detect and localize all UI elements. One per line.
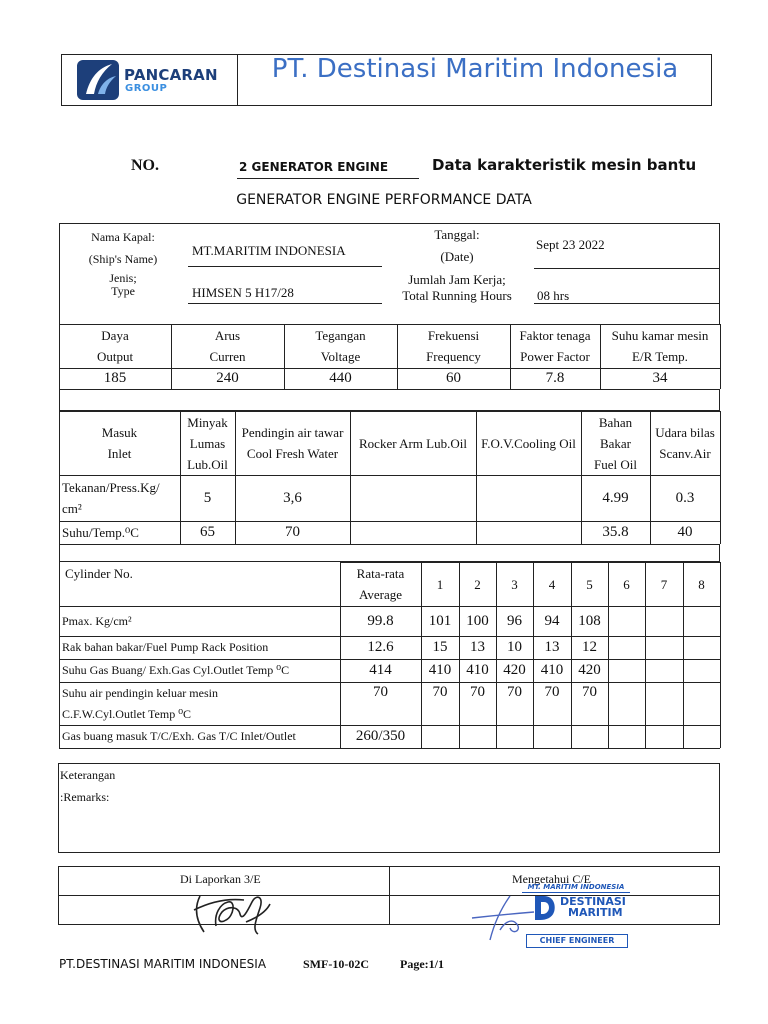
cyl-value-r2-c1: 410: [428, 662, 452, 678]
signature-3e-icon: [186, 880, 276, 940]
press-value-4: [581, 475, 650, 521]
cyl-row-label-3: [59, 682, 340, 725]
cylinder-no-2: [459, 562, 496, 606]
cyl-row-line-6: [59, 748, 720, 749]
output-header-0-text: Output: [96, 349, 134, 364]
spacer-row-1: [59, 389, 720, 411]
output-header-0-text: Daya: [101, 328, 129, 343]
press-value-5: [650, 475, 720, 521]
inlet-col-line-7: [720, 411, 721, 544]
cyl-row-average-2: 414: [369, 662, 392, 678]
cylinder-no-7: [645, 562, 683, 606]
cylinder-no-7-text: 7: [660, 576, 668, 592]
cylinder-no-3-text: 3: [511, 576, 518, 592]
output-value-3-text: 60: [446, 370, 461, 386]
cylinder-no-5: [571, 562, 608, 606]
footer-company: PT.DESTINASI MARITIM INDONESIA: [59, 957, 267, 971]
temp-value-0: [180, 521, 235, 544]
spacer-row-2: [59, 544, 720, 562]
output-value-0-text: 185: [103, 370, 127, 386]
footer-code: SMF-10-02C: [303, 957, 369, 971]
cyl-value-r1-c4: 13: [544, 639, 560, 655]
cyl-value-r0-c7: [645, 606, 683, 636]
press-label-text: Tekanan/Press.Kg/: [62, 480, 160, 495]
cyl-value-r3-c7: [645, 682, 683, 725]
cyl-value-r1-c3: 10: [507, 639, 522, 655]
hours-label: Jumlah Jam Kerja; Total Running Hours: [402, 272, 512, 303]
cyl-row-label-text: Suhu Gas Buang/ Exh.Gas Cyl.Outlet Temp ⁰C: [62, 663, 290, 677]
inlet-header-lub-oil: [180, 411, 235, 475]
output-value-4: [510, 368, 600, 389]
stamp-name-2: MARITIM: [568, 906, 623, 919]
press-value-3: [476, 475, 581, 521]
cyl-value-r3-c5: 70: [582, 684, 597, 700]
cyl-value-r4-c6: [608, 725, 645, 748]
date-underline: [534, 268, 720, 269]
cyl-value-r3-c6: [608, 682, 645, 725]
inlet-header-fresh-water-text: Pendingin air tawar: [241, 425, 344, 440]
press-label-text: cm²: [62, 501, 82, 516]
remarks-label: Keterangan :Remarks:: [60, 768, 116, 804]
cyl-value-r3-c1: 70: [432, 684, 448, 700]
cylinder-no-1: [421, 562, 459, 606]
cyl-value-r2-c3: 420: [503, 662, 526, 678]
temp-label: [59, 521, 180, 544]
cyl-row-average-4: 260/350: [355, 728, 406, 744]
output-header-1-text: Arus: [214, 328, 241, 343]
output-header-3-text: Frekuensi: [427, 328, 480, 343]
output-value-1-text: 240: [216, 370, 239, 386]
cylinder-no-2-text: 2: [474, 576, 481, 592]
inlet-header-lub-oil-text: Lub.Oil: [187, 456, 228, 472]
pancaran-logo-icon: [76, 58, 122, 102]
cyl-value-r3-c8: [683, 682, 720, 725]
inlet-header-scav-air: [650, 411, 720, 475]
temp-value-3: [476, 521, 581, 544]
cyl-row-label-0: [59, 606, 340, 636]
press-value-5-text: 0.3: [675, 489, 695, 506]
output-value-1: [171, 368, 284, 389]
inlet-header-rocker-arm: [350, 411, 476, 475]
cyl-value-r1-c7: [645, 636, 683, 659]
output-header-0: [59, 324, 171, 368]
hours-value: 08 hrs: [537, 288, 570, 303]
inlet-header-fuel-oil-text: Fuel Oil: [594, 456, 637, 472]
cyl-value-r4-c4: [533, 725, 571, 748]
chief-engineer-stamp: [516, 880, 634, 950]
hours-underline: [534, 303, 720, 304]
cyl-row-label-text: Pmax. Kg/cm²: [62, 613, 132, 628]
cyl-row-average-0: 99.8: [367, 612, 394, 629]
cyl-value-r4-c3: [496, 725, 533, 748]
temp-value-1: [235, 521, 350, 544]
cyl-value-r1-c6: [608, 636, 645, 659]
output-value-2-text: 440: [329, 370, 352, 386]
cyl-value-r2-c2: 410: [466, 662, 489, 678]
stamp-d-logo-icon: [532, 894, 558, 922]
cyl-value-r0-c2: 100: [466, 612, 489, 629]
cyl-value-r3-c4: 70: [544, 684, 560, 700]
cylinder-no-6: [608, 562, 645, 606]
temp-value-5: [650, 521, 720, 544]
average-label-text: Average: [358, 587, 403, 602]
inlet-header-fuel-oil-text: Bakar: [599, 435, 632, 451]
ship-name-value: MT.MARITIM INDONESIA: [192, 243, 346, 258]
cyl-value-r4-c2: [459, 725, 496, 748]
output-header-1: [171, 324, 284, 368]
output-header-1-text: Curren: [209, 349, 246, 364]
cyl-value-r2-c8: [683, 659, 720, 682]
cyl-value-r1-c5: 12: [582, 639, 597, 655]
cyl-row-label-text: Rak bahan bakar/Fuel Pump Rack Position: [62, 640, 269, 654]
cyl-value-r2-c4: 410: [540, 662, 564, 678]
output-col-line-6: [720, 324, 721, 389]
cylinder-no-1-text: 1: [436, 576, 444, 592]
press-value-0: [180, 475, 235, 521]
inlet-header-fuel-oil: [581, 411, 650, 475]
output-value-5-text: 34: [652, 370, 668, 386]
inlet-header-fov-text: F.O.V.Cooling Oil: [481, 435, 576, 451]
cyl-value-r4-c5: [571, 725, 608, 748]
temp-value-5-text: 40: [677, 524, 693, 540]
temp-value-1-text: 70: [285, 524, 300, 540]
inlet-header-scav-air-text: Scanv.Air: [659, 446, 711, 461]
output-header-3: [397, 324, 510, 368]
output-header-5: [600, 324, 720, 368]
cyl-value-r1-c8: [683, 636, 720, 659]
cylinder-no-3: [496, 562, 533, 606]
cylinder-no-4: [533, 562, 571, 606]
press-value-1-text: 3,6: [283, 489, 302, 506]
cylinder-no-6-text: 6: [623, 576, 630, 592]
output-value-0: [59, 368, 171, 389]
cyl-row-label-text: C.F.W.Cyl.Outlet Temp ⁰C: [62, 706, 192, 721]
output-value-2: [284, 368, 397, 389]
press-value-1: [235, 475, 350, 521]
output-header-2-text: Tegangan: [315, 328, 366, 343]
cylinder-no-8-text: 8: [698, 576, 705, 592]
cyl-row-label-text: Suhu air pendingin keluar mesin: [62, 685, 218, 700]
output-value-4-text: 7.8: [545, 370, 565, 386]
inlet-header-lub-oil-text: Minyak: [187, 414, 228, 430]
cyl-value-r2-c5: 420: [578, 662, 601, 678]
main-title: GENERATOR ENGINE PERFORMANCE DATA: [236, 192, 532, 208]
output-header-2-text: Voltage: [320, 349, 361, 364]
cyl-value-r4-c7: [645, 725, 683, 748]
inlet-header-rocker-arm-text: Rocker Arm Lub.Oil: [359, 435, 467, 451]
reported-by: Di Laporkan 3/E: [180, 872, 261, 886]
cyl-value-r0-c5: 108: [578, 612, 601, 629]
output-header-4-text: Faktor tenaga: [519, 328, 591, 343]
output-header-5-text: E/R Temp.: [632, 349, 688, 364]
cyl-value-r0-c3: 96: [507, 612, 522, 629]
press-label: [59, 475, 180, 521]
cyl-value-r3-c2: 70: [470, 684, 485, 700]
temp-value-2: [350, 521, 476, 544]
average-label-text: Rata-rata: [356, 566, 405, 581]
logo-subtext: GROUP: [125, 83, 168, 94]
inlet-header-lub-oil-text: Lumas: [189, 435, 226, 451]
cyl-col-line-8: [720, 562, 721, 748]
stamp-name-1: DESTINASI: [560, 895, 626, 908]
date-value: Sept 23 2022: [536, 237, 605, 252]
temp-value-4: [581, 521, 650, 544]
inlet-header-inlet-text: Inlet: [107, 446, 132, 461]
cyl-value-r2-c7: [645, 659, 683, 682]
cyl-value-r1-c1: 15: [432, 639, 448, 655]
temp-label-text: Suhu/Temp.⁰C: [62, 525, 139, 540]
output-value-5: [600, 368, 720, 389]
no-label: NO.: [131, 157, 159, 174]
temp-value-0-text: 65: [200, 524, 215, 540]
output-header-2: [284, 324, 397, 368]
signature-divider-v: [389, 866, 390, 925]
stamp-bottom-text: CHIEF ENGINEER: [526, 934, 628, 948]
inlet-header-inlet: [59, 411, 180, 475]
cyl-row-average-1: 12.6: [367, 639, 394, 655]
ship-type-underline: [188, 303, 382, 304]
company-name: PT. Destinasi Maritim Indonesia: [271, 54, 679, 84]
output-header-3-text: Frequency: [426, 349, 481, 364]
inlet-header-scav-air-text: Udara bilas: [655, 425, 715, 440]
cyl-row-label-1: [59, 636, 340, 659]
cylinder-no-label: Cylinder No.: [65, 565, 133, 581]
inlet-header-inlet-text: Masuk: [101, 425, 138, 440]
press-value-4-text: 4.99: [602, 489, 629, 506]
footer-page: Page:1/1: [400, 957, 444, 971]
temp-value-4-text: 35.8: [602, 524, 629, 540]
output-value-3: [397, 368, 510, 389]
cyl-value-r4-c8: [683, 725, 720, 748]
cyl-row-label-2: [59, 659, 340, 682]
cyl-row-average-3: 70: [373, 684, 388, 700]
inlet-header-fuel-oil-text: Bahan: [598, 414, 633, 430]
logo-text: PANCARAN: [124, 66, 218, 84]
inlet-header-fresh-water: [235, 411, 350, 475]
ship-name-underline: [188, 266, 382, 267]
cyl-value-r0-c1: 101: [428, 612, 452, 629]
cyl-value-r4-c1: [421, 725, 459, 748]
stamp-top-text: MT. MARITIM INDONESIA: [522, 882, 630, 893]
press-value-0-text: 5: [203, 489, 212, 506]
output-header-4-text: Power Factor: [520, 349, 590, 364]
output-header-5-text: Suhu kamar mesin: [611, 328, 709, 343]
cyl-row-label-text: Gas buang masuk T/C/Exh. Gas T/C Inlet/Outlet: [62, 729, 296, 743]
header-box: [61, 54, 712, 106]
output-header-4: [510, 324, 600, 368]
ship-name-label: Nama Kapal: (Ship's Name): [88, 230, 158, 266]
cyl-value-r0-c6: [608, 606, 645, 636]
cyl-value-r0-c4: 94: [544, 612, 560, 629]
inlet-header-fov: [476, 411, 581, 475]
cylinder-no-8: [683, 562, 720, 606]
acknowledged-by: Mengetahui C/E: [512, 872, 591, 886]
cyl-value-r3-c3: 70: [507, 684, 522, 700]
cyl-value-r2-c6: [608, 659, 645, 682]
cylinder-no-4-text: 4: [548, 576, 556, 592]
subtitle: Data karakteristik mesin bantu: [432, 156, 697, 174]
press-value-2: [350, 475, 476, 521]
date-label: Tanggal: (Date): [434, 227, 480, 264]
remarks-box: [58, 763, 720, 853]
cyl-value-r0-c8: [683, 606, 720, 636]
engine-name: 2 GENERATOR ENGINE: [237, 158, 419, 179]
cyl-row-label-4: [59, 725, 340, 748]
ship-type-label: Jenis; Type: [109, 271, 137, 298]
cylinder-no-5-text: 5: [586, 576, 593, 592]
ship-type-value: HIMSEN 5 H17/28: [192, 285, 294, 300]
cyl-value-r1-c2: 13: [470, 639, 485, 655]
company-logo: [76, 58, 236, 102]
average-label: [340, 562, 421, 606]
inlet-header-fresh-water-text: Cool Fresh Water: [246, 446, 339, 461]
